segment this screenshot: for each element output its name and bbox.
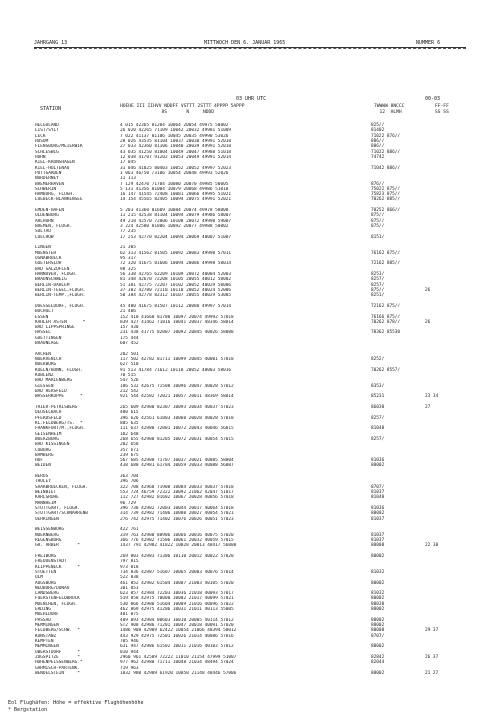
- period-label: 00-03: [425, 96, 441, 102]
- observation-code: 2960 961 42589 72222 11010 21154 47999 51007: [120, 655, 237, 660]
- observation-code: 1 063 46/50 /3106 10054 20048 49993 52026: [120, 170, 229, 176]
- issue-number: NUMMER 6: [416, 40, 441, 46]
- observation-code: 530 866 42980 51604 10009 21016 40096 57022: [120, 601, 234, 607]
- gust-value: 26: [425, 287, 431, 293]
- station-name: FREIBURG: [35, 553, 57, 559]
- station-name: BERLIN-TEMP.,FLUGH.: [35, 293, 86, 299]
- observation-code: 265 609 42980 82307 10093 20034 40037 57023: [120, 404, 234, 410]
- observation-code: 627 510: [120, 362, 139, 368]
- gust-value: 27: [425, 404, 431, 410]
- observation-code: 77 235: [120, 229, 136, 235]
- observation-code: 37 382 42780 72110 10110 20052 40024 52006: [120, 287, 232, 293]
- observation-code: 381 853: [120, 585, 139, 591]
- weather-group: 82842: [371, 655, 385, 660]
- weather-group: 80002: [371, 670, 385, 676]
- observation-code: 1437 791 42982 41822 10028 20013 48417 56008: [120, 543, 237, 549]
- observation-code: 95 317: [120, 256, 136, 261]
- observation-code: 522 838: [120, 575, 139, 581]
- observation-code: 276 742 42975 71402 10076 20026 40051 57023: [120, 516, 234, 522]
- station-name: THOLEY: [35, 479, 51, 485]
- station-name: ZUGSPITZE *: [35, 655, 80, 660]
- observation-code: 719 963: [120, 665, 139, 671]
- station-name: NEUBURG/DONAU: [35, 585, 70, 591]
- observation-code: 102 648: [120, 431, 139, 437]
- observation-code: 553 724 46/59 /2322 10092 21062 42047 51017: [120, 490, 234, 496]
- weather-group: 875//: [371, 224, 385, 230]
- station-name: COBURG: [35, 447, 51, 453]
- observation-code: 117 502 42782 81711 10099 20045 40001 57018: [120, 357, 234, 363]
- weather-group: 81048: [371, 426, 385, 432]
- observation-code: 401 875: [120, 612, 139, 618]
- weather-group: 80002: [371, 580, 385, 586]
- observation-code: 5 203 41360 81609 10084 20074 49978 58008: [120, 208, 229, 214]
- page-header: [34, 39, 464, 47]
- weather-group: 8257/: [371, 436, 385, 442]
- weather-group: 8257/: [371, 415, 385, 421]
- station-name: BOCHOLT: [35, 309, 54, 315]
- station-name: HUSUM: [35, 138, 49, 144]
- volume-label: JAHRGANG 13: [34, 40, 68, 46]
- station-name: LECK: [35, 133, 46, 139]
- observation-code: 112 727 42982 81602 10067 20028 40056 57018: [120, 495, 234, 501]
- station-name: KARLSRUHE: [35, 495, 59, 501]
- station-name: KAHLER ASTEN *: [35, 319, 86, 325]
- observation-code: 81 348 42670 72208 10105 20055 40012 58002: [120, 277, 232, 283]
- observation-code: 28 026 43535 81104 10037 20038 49991 52018: [120, 138, 232, 144]
- observation-code: 45 400 41675 81507 10112 20080 49997 57014: [120, 303, 232, 309]
- observation-code: 91 513 41784 71612 10118 20052 40003 58016: [120, 367, 232, 373]
- observation-code: 49 218 42570 72006 10108 20072 49990 59007: [120, 218, 232, 224]
- observation-code: 396 706: [120, 479, 139, 485]
- observation-code: 314 739 42982 71406 10080 20027 40054 57021: [120, 511, 234, 517]
- weather-group: 81032: [371, 569, 385, 575]
- observation-code: 977 962 42980 71711 10048 21034 48494 57024: [120, 660, 234, 666]
- station-name: HAMBURG, FLUGH.: [35, 192, 75, 198]
- observation-code: 409 893 42984 00603 10010 20005 40114 57012: [120, 617, 234, 623]
- observation-code: 31 046 41025 80403 10052 20052 49997 52023: [120, 165, 232, 171]
- station-name: WEINBIET: [35, 490, 57, 496]
- observation-code: 11 113: [120, 176, 136, 182]
- weather-group: 8707/: [371, 633, 385, 639]
- station-name: KOELN/BONN, FLUGH.: [35, 367, 83, 373]
- weather-group: 71022 886//: [371, 149, 401, 155]
- station-name: LINGEN: [35, 245, 51, 251]
- observation-code: 366 776 42982 71506 10061 20032 40059 57015: [120, 537, 234, 543]
- station-name: ESSEN: [35, 314, 49, 320]
- weather-group: 81032: [371, 591, 385, 597]
- column-header-data: HOEHE III IIHVV NDDFF VSTTT 2STTT 4PPPP 5APPP 8S N NDDD: [120, 104, 245, 115]
- station-name: BERLIN-DAHLEM: [35, 282, 70, 288]
- weather-group: 8251/: [371, 293, 385, 299]
- observation-code: 269 803 42983 71306 10110 20012 40022 57020: [120, 553, 234, 559]
- station-name: AUGSBURG: [35, 580, 57, 586]
- observation-code: 3 224 42580 81806 10092 20077 49988 50002: [120, 224, 229, 230]
- weather-group: 875//: [371, 213, 385, 219]
- observation-code: 17 253 42770 82204 10094 20069 40007 51007: [120, 234, 232, 240]
- weather-group: 80002: [371, 463, 385, 469]
- station-name: FUERSTENFELDBRUCK: [35, 596, 80, 602]
- weather-group: 80002: [371, 607, 385, 613]
- weather-group: 74742: [371, 154, 385, 160]
- weather-group: 85231: [371, 394, 385, 400]
- station-name: FELDBERG/SCHW. *: [35, 628, 80, 634]
- weather-group: 81037: [371, 490, 385, 496]
- weather-group: 72162 875//: [371, 303, 401, 309]
- observation-code: 27 033 42360 81106 10040 20039 49991 52018: [120, 144, 232, 150]
- observation-code: 7 022 41137 81106 10045 20035 49990 53026: [120, 133, 229, 139]
- observation-code: 5 131 41356 81004 10079 20068 49986 51010: [120, 186, 229, 192]
- observation-code: 7 129 42470 71704 10080 20070 49985 50005: [120, 181, 229, 187]
- weather-group: 71042 886//: [371, 165, 401, 171]
- station-name: WASSERKUPPE *: [35, 394, 83, 400]
- observation-code: 797 815: [120, 559, 139, 565]
- weather-group: 825//: [371, 123, 385, 128]
- weather-group: 8151/: [371, 234, 385, 240]
- observation-code: 62 313 41562 81505 10092 20083 49990 57011: [120, 250, 232, 256]
- observation-code: 175 444: [120, 335, 139, 341]
- observation-code: 734 836 42987 51607 10065 20003 40076 57014: [120, 569, 234, 575]
- station-name: BAMBERG: [35, 452, 54, 458]
- station-name: BRAUNSCHWEIG: [35, 277, 67, 283]
- station-name: SOLTAU: [35, 229, 51, 235]
- weather-group: 8257/: [371, 277, 385, 283]
- station-name: WEISSENBURG: [35, 527, 65, 533]
- observation-code: 547 526: [120, 378, 139, 384]
- weather-group: 81036: [371, 458, 385, 464]
- weather-group: 875//: [371, 218, 385, 224]
- station-name: FRANKFURT/M.,FLUGH.: [35, 426, 86, 432]
- station-name: HOF: [35, 458, 43, 464]
- station-name: STUTTGART/SCHNARRENB: [35, 511, 88, 517]
- station-name: OSNABRUECK: [35, 256, 62, 261]
- weather-group: 81036: [371, 506, 385, 512]
- observation-code: 1486 908 42989 62422 10054 21066 48394 58012: [120, 628, 237, 634]
- station-name: OBERSTDORF *: [35, 649, 80, 655]
- station-name: OEHRINGEN: [35, 516, 59, 522]
- gust-value: 26: [425, 319, 431, 325]
- station-name: AACHEN: [35, 351, 51, 357]
- weather-group: 71022 876//: [371, 133, 401, 139]
- gust-value: 22 30: [425, 543, 439, 549]
- gust-value: 26 37: [425, 655, 439, 660]
- station-name: LUECHOW: [35, 234, 54, 240]
- observation-code: 70 515: [120, 373, 136, 379]
- station-name: ERDING: [35, 607, 51, 613]
- weather-group: 82044: [371, 660, 385, 666]
- weather-group: 70262 878//: [371, 319, 401, 325]
- weather-group: 80008: [371, 628, 385, 634]
- observation-code: 21 406: [120, 309, 136, 315]
- weather-group: 70252 866//: [371, 208, 401, 214]
- weather-group: 80002: [371, 511, 385, 517]
- weather-group: 875//: [371, 287, 385, 293]
- observation-code: 705 946: [120, 639, 139, 645]
- observation-code: 56 338 42765 62209 10109 20072 40004 52003: [120, 271, 232, 277]
- observation-code: 12 038 41/07 91202 10053 20049 49991 52014: [120, 154, 232, 160]
- gust-value: 23 34: [425, 394, 439, 400]
- observation-code: 157 430: [120, 325, 139, 331]
- station-name: GR. ARBER *: [35, 543, 80, 549]
- weather-group: 70262 8557/: [371, 367, 401, 373]
- observation-code: 282 658: [120, 442, 139, 448]
- observation-code: 14 154 45565 82405 10094 20075 49991 52021: [120, 197, 232, 203]
- station-name: STOETTEN: [35, 569, 57, 575]
- station-name: DUESSELDORF, FLUGH.: [35, 303, 86, 309]
- observation-code: 212 542: [120, 389, 139, 394]
- station-name: KOBLENZ: [35, 373, 54, 379]
- observation-code: 839 427 41462 71816 10041 20037 48346 58014: [120, 319, 234, 325]
- column-header-station: STATION: [40, 106, 62, 112]
- station-name: BAD MARIENBERG: [35, 378, 73, 384]
- weather-group: 76162 875//: [371, 250, 401, 256]
- station-name: MUENCHEN, FLUGH.: [35, 601, 78, 607]
- observation-code: 239 675: [120, 452, 139, 458]
- weather-group: 886//: [371, 144, 385, 150]
- station-name: HASSEL: [35, 330, 51, 336]
- observation-code: 396 738 42982 72003 10044 20017 40064 57018: [120, 506, 234, 512]
- observation-code: 202 501: [120, 351, 139, 357]
- observation-code: 422 761: [120, 527, 139, 533]
- weather-group: 80008: [371, 543, 385, 549]
- observation-code: 16 147 41545 72408 10081 20066 49995 51021: [120, 192, 232, 198]
- observation-code: 443 929 42975 72501 10026 21014 40086 57016: [120, 633, 234, 639]
- station-name: GARMISCH-PARTENK.: [35, 665, 80, 671]
- observation-code: 319 763 42980 80906 10066 20016 40075 57020: [120, 532, 234, 538]
- station-name: NOERVENICH: [35, 357, 62, 363]
- observation-code: 51 381 42775 72207 10102 20052 40029 50006: [120, 282, 232, 288]
- footnote-airports: Eol Flughäfen: Höhe = effektive Flughöhenhöhe: [8, 700, 144, 706]
- weather-group: 80002: [371, 623, 385, 629]
- station-name: WUERZBURG: [35, 436, 59, 442]
- observation-code: 26 020 42265 71109 10042 20032 49981 51009: [120, 128, 232, 134]
- gust-value: 29 37: [425, 628, 439, 634]
- station-name: BRAUNLAGE: [35, 341, 59, 347]
- station-name: MANNHEIM: [35, 500, 57, 506]
- weather-group: 81037: [371, 532, 385, 538]
- observation-code: 973 818: [120, 564, 139, 570]
- weather-group: 70362 85530: [371, 330, 401, 336]
- station-name: REGENSBURG: [35, 537, 62, 543]
- weather-group: 76166 875//: [371, 314, 401, 320]
- observation-code: 921 544 42582 72021 10057 20011 48369 58014: [120, 394, 234, 400]
- station-name: MUENSTER: [35, 250, 57, 256]
- station-name: WEIDEN: [35, 463, 51, 469]
- station-name: BAD HERSFELD: [35, 389, 67, 394]
- weather-group: 876//: [371, 181, 385, 187]
- footnote-mountain: * Bergstation: [8, 707, 48, 713]
- observation-code: 231 438 41775 82007 10092 20045 40026 58008: [120, 330, 234, 336]
- station-name: TRIER-PETRISBERG: [35, 404, 78, 410]
- observation-code: 21 305: [120, 245, 136, 251]
- station-name: BAD KISSINGEN: [35, 442, 70, 448]
- observation-code: 363 704: [120, 474, 139, 480]
- observation-code: 96 729: [120, 500, 136, 506]
- issue-date: MITTWOCH DEN 6. JANUAR 1965: [204, 40, 286, 46]
- observation-code: 98 325: [120, 266, 136, 272]
- station-name: NUERBURG: [35, 362, 57, 368]
- table-row: [35, 671, 475, 677]
- weather-group: 81037: [371, 516, 385, 522]
- station-name: FREUDENSTADT: [35, 559, 67, 565]
- station-name: BREMERHAVEN: [35, 181, 65, 187]
- observation-code: 810 944: [120, 649, 139, 655]
- station-name: FLENSBURG/MEIERWIK: [35, 144, 83, 150]
- station-name: LIST/SYLT: [35, 128, 59, 134]
- observation-code: 357 671: [120, 447, 139, 453]
- observation-code: 17 045: [120, 160, 136, 166]
- station-name: STUTTGART, FLUGH.: [35, 506, 80, 512]
- station-name: DEUSELBACH: [35, 410, 62, 416]
- station-name: HELGOLAND: [35, 123, 59, 128]
- weather-group: 8257/: [371, 282, 385, 288]
- station-name: BERLIN-TEGEL,FLUGH.: [35, 287, 86, 293]
- weather-group: 8252/: [371, 357, 385, 363]
- weather-group: 72162 885//: [371, 261, 401, 267]
- station-name: WENDELSTEIN *: [35, 670, 80, 676]
- gust-value: 21 27: [425, 670, 439, 676]
- header-rule-dashed: [34, 48, 466, 49]
- weather-group: 8253/: [371, 271, 385, 277]
- station-name: LANDSBERG: [35, 591, 59, 597]
- station-name: PFERDSFELD: [35, 415, 62, 421]
- station-name: GUETERSLOH: [35, 261, 62, 267]
- observation-code: 631 947 42986 61502 10011 21016 40103 57012: [120, 644, 234, 650]
- station-name: BREMEN, FLUGH.: [35, 224, 73, 230]
- weather-group: 80002: [371, 644, 385, 650]
- column-header-weather: 7WWWW 8NCCC 12 HLMH: [374, 104, 405, 115]
- station-name: KL.FELDBERG/TS. *: [35, 420, 83, 426]
- weather-group: 80002: [371, 553, 385, 559]
- station-name: KIEL-KRONSHAGEN: [35, 160, 75, 166]
- observation-code: 11 215 42538 81104 10094 20079 49986 58007: [120, 213, 232, 219]
- station-name: GIESSEN: [35, 383, 54, 389]
- station-name: SAARBRUECKEN, FLUGH.: [35, 484, 88, 490]
- station-name: ULM: [35, 575, 43, 581]
- observation-code: 152 410 41660 81708 10097 20074 49992 57018: [120, 314, 234, 320]
- station-name: PASSAU: [35, 617, 51, 623]
- observation-code: 462 869 42975 41206 10031 21011 40113 55005: [120, 607, 234, 613]
- observation-code: 43 035 41250 81004 10049 20047 49988 51018: [120, 149, 232, 155]
- station-name: GEISENHEIM: [35, 431, 62, 437]
- weather-group: 81037: [371, 537, 385, 543]
- weather-group: 80030: [371, 601, 385, 607]
- observation-code: ST2 908 42986 71201 10047 20018 40091 57020: [120, 623, 234, 629]
- station-name: KIEL-HOLTENAU: [35, 165, 70, 171]
- observation-time: 03 UHR UTC: [236, 96, 267, 102]
- station-name: MEMMINGEN: [35, 623, 59, 629]
- station-name: BAD SALZUFLEN: [35, 266, 70, 272]
- station-name: AHLHORN: [35, 218, 54, 224]
- observation-code: 480 615: [120, 410, 139, 416]
- observation-code: 519 858 42975 70000 10002 21017 40099 57021: [120, 596, 234, 602]
- observation-code: 322 708 42968 71908 10084 20033 40037 57018: [120, 484, 234, 490]
- weather-group: 81048: [371, 495, 385, 501]
- weather-group: 80002: [371, 596, 385, 602]
- column-header-wind: FF-FF SS SS: [435, 104, 449, 115]
- weather-group: 75823 875//: [371, 192, 401, 198]
- station-name: LUEBECK-BLANKENSEE: [35, 197, 83, 203]
- observation-code: 567 685 42980 71707 10037 20021 40085 58004: [120, 458, 234, 464]
- station-name: BAD LIPPSPRINGE: [35, 325, 75, 331]
- station-name: KLIPPENECK *: [35, 564, 80, 570]
- observation-code: 72 320 41675 81606 10094 20086 49998 58014: [120, 261, 232, 267]
- weather-group: 8353/: [371, 383, 385, 389]
- station-name: PUTTGARDEN: [35, 170, 62, 176]
- station-name: EMDEN-HAFEN: [35, 208, 65, 214]
- station-name: OLDENBURG: [35, 213, 59, 219]
- observation-code: 4 015 42365 81204 10064 20054 49975 50002: [120, 123, 229, 128]
- station-name: NORDERNEY: [35, 176, 59, 182]
- station-name: HOHN: [35, 154, 46, 160]
- station-name: KONSTANZ: [35, 633, 57, 639]
- observation-code: 50 384 42778 82312 10107 20055 40029 53005: [120, 293, 232, 299]
- station-name: HANNOVER, FLUGH.: [35, 271, 78, 277]
- station-name: GOETTINGEN: [35, 335, 62, 341]
- station-name: BERUS: [35, 474, 49, 480]
- observation-code: 186 532 42675 71508 10096 20047 40028 57012: [120, 383, 234, 389]
- weather-group: 86030: [371, 404, 385, 410]
- station-name: MUEHLDORF: [35, 612, 59, 618]
- weather-group: 80002: [371, 617, 385, 623]
- observation-code: 805 635: [120, 420, 139, 426]
- observation-code: 268 655 42980 81205 10072 20031 40054 57015: [120, 436, 234, 442]
- station-name: SCHWERIN: [35, 186, 57, 192]
- station-name: KEMPTEN: [35, 639, 54, 645]
- weather-group: 886//: [371, 138, 385, 144]
- observation-code: 1832 980 42989 61920 10050 21148 48446 57006: [120, 670, 237, 676]
- station-name: SCHLESWIG: [35, 149, 59, 155]
- weather-group: 81402: [371, 128, 385, 134]
- weather-group: 8707/: [371, 484, 385, 490]
- observation-code: 607 452: [120, 341, 139, 347]
- station-name: MEMMINGEN: [35, 644, 59, 650]
- weather-group: 75022 875//: [371, 186, 401, 192]
- observation-code: 623 857 42984 72203 10036 21018 40093 57017: [120, 591, 234, 597]
- observation-code: 111 637 42980 72001 10072 20043 40046 56015: [120, 426, 234, 432]
- observation-code: 438 688 42981 61704 10059 20033 40088 56007: [120, 463, 234, 469]
- observation-code: 396 626 42561 61803 10060 20028 40028 57018: [120, 415, 234, 421]
- observation-code: 461 852 42982 61504 10007 21003 40105 57020: [120, 580, 234, 586]
- station-name: HOHENPEISSENBERG *: [35, 660, 83, 666]
- weather-group: 70262 885//: [371, 197, 401, 203]
- station-name: NUERNBERG: [35, 532, 59, 538]
